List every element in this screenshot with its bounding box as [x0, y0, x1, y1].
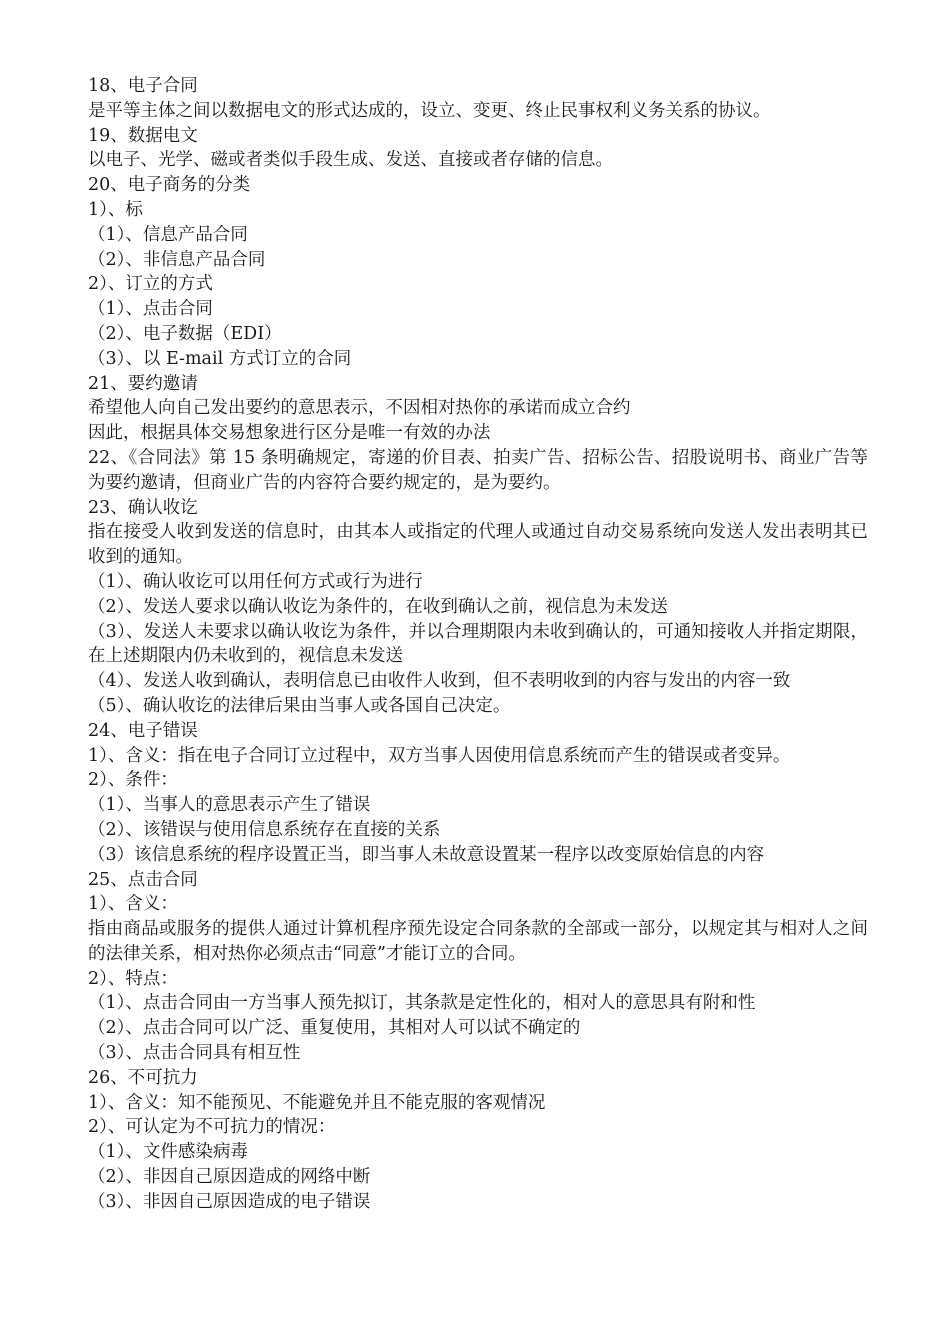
paragraph: 希望他人向自己发出要约的意思表示，不因相对热你的承诺而成立合约 — [88, 398, 631, 419]
heading-24: 24、电子错误 — [88, 720, 198, 741]
heading-22-paragraph: 22、《合同法》第 15 条明确规定，寄递的价目表、拍卖广告、招标公告、招股说明书、商业广告等为要约邀请，但商业广告的内容符合要约规定的，是为要约。 — [88, 447, 868, 493]
heading-25: 25、点击合同 — [88, 869, 198, 890]
list-item: 1）、含义：知不能预见、不能避免并且不能克服的客观情况 — [88, 1092, 546, 1113]
list-item: （3）、发送人未要求以确认收讫为条件，并以合理期限内未收到确认的，可通知接收人并指定期限，在上述期限内仍未收到的，视信息未发送 — [88, 621, 868, 667]
list-item: （1）、确认收讫可以用任何方式或行为进行 — [88, 571, 423, 592]
list-item: （5）、确认收讫的法律后果由当事人或各国自己决定。 — [88, 695, 511, 716]
paragraph: 是平等主体之间以数据电文的形式达成的，设立、变更、终止民事权利义务关系的协议。 — [88, 100, 771, 121]
list-item: （1）、点击合同由一方当事人预先拟订，其条款是定性化的，相对人的意思具有附和性 — [88, 993, 756, 1014]
heading-21: 21、要约邀请 — [88, 373, 198, 394]
list-item: （4）、发送人收到确认，表明信息已由收件人收到，但不表明收到的内容与发出的内容一致 — [88, 671, 791, 692]
list-item: 2）、可认定为不可抗力的情况： — [88, 1117, 336, 1138]
list-item: （2）、非信息产品合同 — [88, 249, 266, 270]
list-item: 2）、订立的方式 — [88, 274, 213, 295]
list-item: （1）、当事人的意思表示产生了错误 — [88, 795, 371, 816]
list-item: 2）、特点： — [88, 968, 178, 989]
paragraph: 指由商品或服务的提供人通过计算机程序预先设定合同条款的全部或一部分，以规定其与相对人之间的法律关系，相对热你必须点击“同意”才能订立的合同。 — [88, 919, 868, 964]
heading-23: 23、确认收讫 — [88, 497, 198, 518]
list-item: （3）、点击合同具有相互性 — [88, 1043, 301, 1064]
list-item: 1）、含义： — [88, 894, 178, 915]
heading-26: 26、不可抗力 — [88, 1067, 198, 1088]
list-item: （1）、信息产品合同 — [88, 224, 248, 245]
list-item: 1）、含义：指在电子合同订立过程中，双方当事人因使用信息系统而产生的错误或者变异。 — [88, 745, 791, 766]
list-item: （2）、非因自己原因造成的网络中断 — [88, 1167, 371, 1188]
list-item: （3）、以 E-mail 方式订立的合同 — [88, 348, 352, 369]
list-item: （1）、点击合同 — [88, 299, 213, 320]
heading-20: 20、电子商务的分类 — [88, 175, 251, 196]
list-item: （2）、该错误与使用信息系统存在直接的关系 — [88, 819, 441, 840]
list-item: （2）、电子数据（EDI） — [88, 323, 282, 344]
list-item: （3）、非因自己原因造成的电子错误 — [88, 1191, 371, 1212]
list-item: （3）该信息系统的程序设置正当，即当事人未故意设置某一程序以改变原始信息的内容 — [88, 844, 765, 865]
list-item: 2）、条件： — [88, 770, 178, 791]
list-item: （2）、发送人要求以确认收讫为条件的，在收到确认之前，视信息为未发送 — [88, 596, 668, 617]
list-item: 1）、标 — [88, 199, 143, 220]
list-item: （1）、文件感染病毒 — [88, 1142, 248, 1163]
list-item: （2）、点击合同可以广泛、重复使用，其相对人可以试不确定的 — [88, 1018, 581, 1039]
paragraph: 以电子、光学、磁或者类似手段生成、发送、直接或者存储的信息。 — [88, 150, 613, 171]
document-page — [88, 74, 868, 1215]
paragraph: 因此，根据具体交易想象进行区分是唯一有效的办法 — [88, 423, 491, 444]
paragraph: 指在接受人收到发送的信息时，由其本人或指定的代理人或通过自动交易系统向发送人发出表明其已收到的通知。 — [88, 522, 868, 568]
heading-18: 18、电子合同 — [88, 76, 198, 96]
heading-19: 19、数据电文 — [88, 125, 198, 146]
